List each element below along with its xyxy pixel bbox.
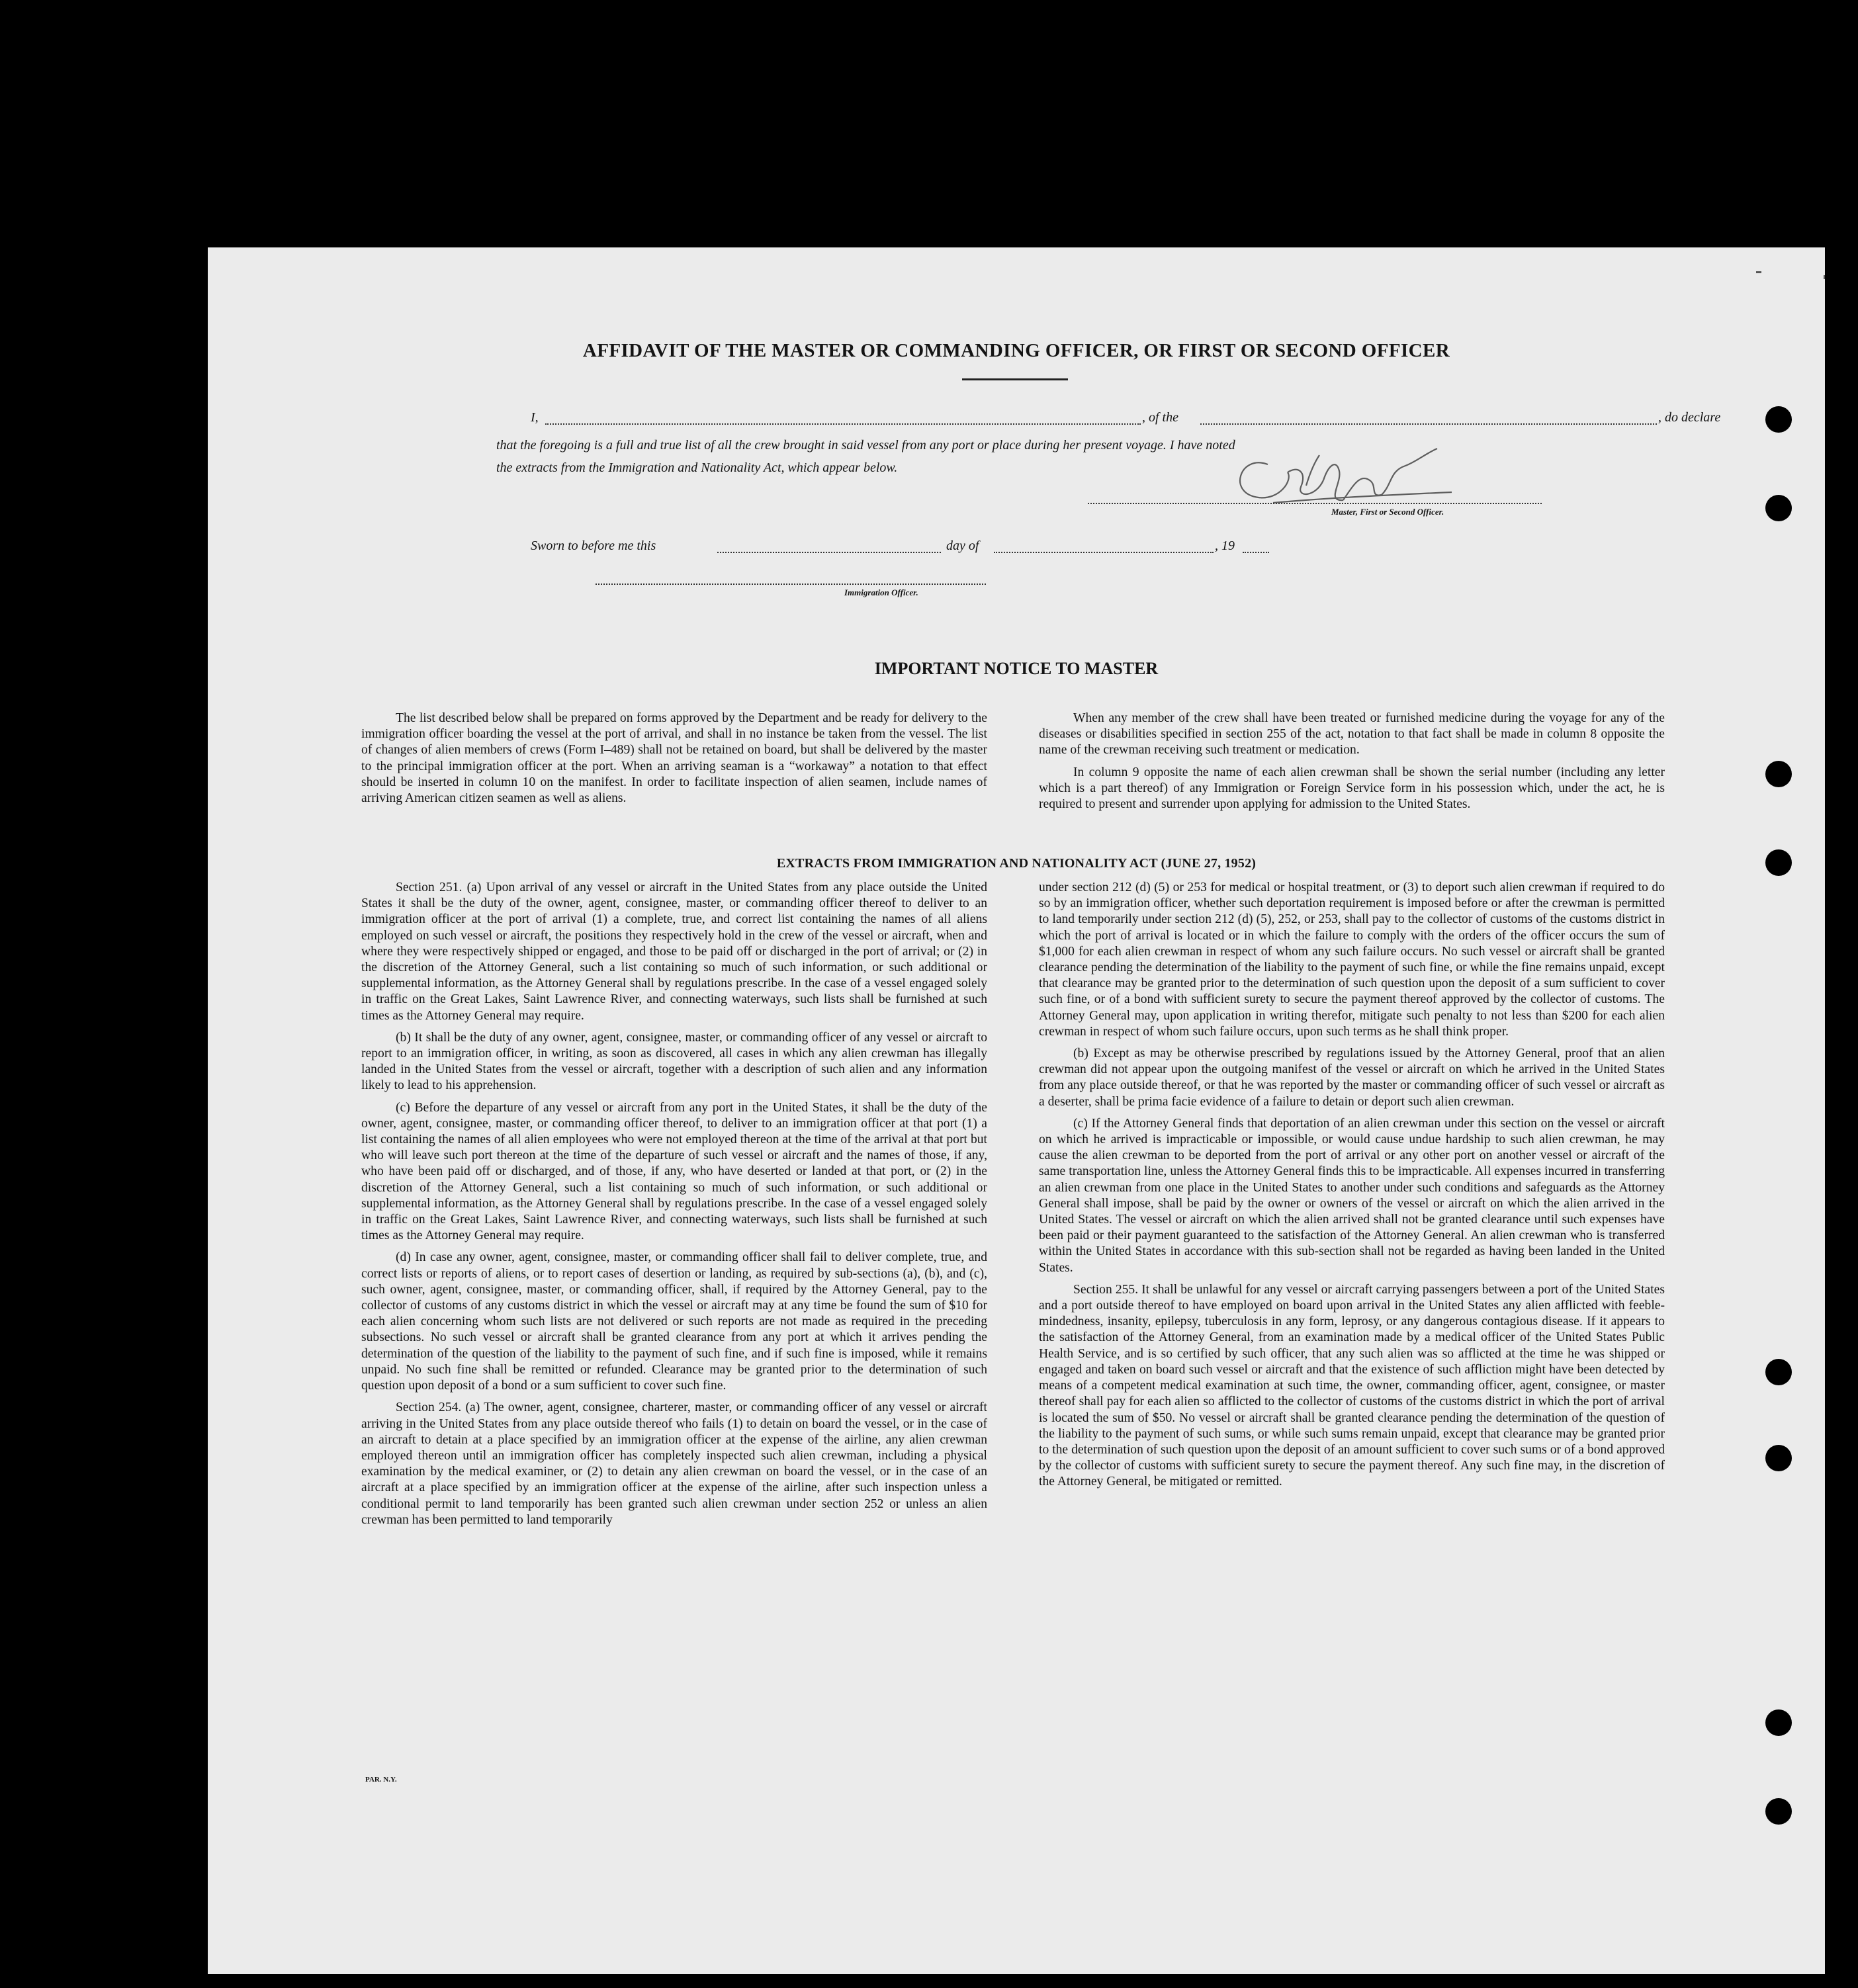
extracts-title: EXTRACTS FROM IMMIGRATION AND NATIONALITY ACT (JUNE 27, 1952) xyxy=(776,856,1257,871)
day-of-text: day of xyxy=(946,539,979,553)
binder-hole xyxy=(1765,1359,1792,1385)
binder-hole xyxy=(1765,495,1792,521)
year-prefix: , 19 xyxy=(1215,539,1235,553)
name-blank xyxy=(545,423,1141,425)
notice-right-column xyxy=(1039,711,1665,818)
notice-paragraph: In column 9 opposite the name of each alien crewman shall be shown the serial number (including any letter which is a part thereof) of any Immigration or Foreign Service form in his possession which, under the act, he is required to present and surrender upon applying for admission to the United States. xyxy=(1039,765,1665,812)
notice-left-column xyxy=(361,711,987,812)
act-paragraph: (b) Except as may be otherwise prescribed by regulations issued by the Attorney General, proof that an alien crewman did not appear upon the outgoing manifest of the vessel or aircraft on which he arrived in the United States from any place outside thereof, or that he was reported by the master or commanding officer of such vessel or aircraft as a deserter, shall be prima facie evidence of a failure to detain or deport such alien crewman. xyxy=(1039,1047,1665,1109)
extracts-right-column xyxy=(1039,880,1665,1496)
affidavit-i: I, xyxy=(531,410,539,425)
sworn-text: Sworn to before me this xyxy=(531,539,656,553)
affidavit-statement-line1: that the foregoing is a full and true list of all the crew brought in said vessel from any port or place during her present voyage. I have noted xyxy=(496,438,1235,453)
sworn-day-blank xyxy=(717,552,941,553)
binder-hole xyxy=(1765,406,1792,433)
officer-caption: Immigration Officer. xyxy=(844,587,918,597)
act-paragraph: Section 255. It shall be unlawful for any vessel or aircraft carrying passengers between a port of the United States and a port outside thereof to have employed on board upon arrival in the United States any alien afflicted with feeble-mindedness, insanity, epilepsy, tuberculosis in any form, leprosy, or any dangerous contagious disease. If it appears to the satisfaction of the Attorney General, from an examination made by a medical officer of the United States Public Health Service, and is so certified by such officer, that any such alien was so afflicted at the time he was shipped or engaged and taken on board such vessel or aircraft and that the existence of such affliction might have been detected by means of a competent medical examination at such time, the owner, commanding officer, agent, consignee, or master thereof shall pay for each alien so afflicted to the collector of customs of the customs district in which the port of arrival is located the sum of $50. No vessel or aircraft shall be granted clearance pending the determination of the question of the liability to the payment of such sums, or while such sums remain unpaid, except that clearance may be granted prior to the determination of such question upon the deposit of an amount sufficient to cover such sums or of a bond approved by the collector of customs with sufficient surety to secure the payment thereof. Any such fine may, in the discretion of the Attorney General, be mitigated or remitted. xyxy=(1039,1282,1665,1489)
master-caption: Master, First or Second Officer. xyxy=(1331,507,1444,517)
notice-paragraph: When any member of the crew shall have been treated or furnished medicine during the voyage for any of the diseases or disabilities specified in section 255 of the act, notation to that fact shall be made in column 8 opposite the name of the crewman receiving such treatment or medication. xyxy=(1039,711,1665,757)
form-page xyxy=(208,247,1825,1974)
binder-hole xyxy=(1765,761,1792,787)
officer-signature-line xyxy=(596,583,986,585)
binder-hole xyxy=(1765,1798,1792,1825)
act-paragraph: (b) It shall be the duty of any owner, agent, consignee, master, or commanding officer of any vessel or aircraft to report to an immigration officer, in writing, as soon as discovered, all cases in which any alien crewman has illegally landed in the United States from the vessel or aircraft, together with a description of such alien and any information likely to lead to his apprehension. xyxy=(361,1030,987,1093)
extracts-left-column xyxy=(361,880,987,1534)
title-rule xyxy=(962,378,1068,380)
sworn-month-blank xyxy=(994,552,1214,553)
notice-paragraph: The list described below shall be prepared on forms approved by the Department and be ready for delivery to the immigration officer boarding the vessel at the port of arrival, and shall in no instance be taken from the vessel. The list of changes of alien members of crews (Form I–489) shall not be retained on board, but shall be delivered by the master to the principal immigration officer at the port. When an arriving seaman is a “workaway” a notation to that effect should be inserted in column 10 on the manifest. In order to facilitate inspection of alien seamen, include names of arriving American citizen seamen as well as aliens. xyxy=(361,711,987,806)
notice-title: IMPORTANT NOTICE TO MASTER xyxy=(874,659,1159,678)
act-paragraph: (c) Before the departure of any vessel or aircraft from any port in the United States, it shall be the duty of the owner, agent, consignee, master, or commanding officer thereof, to deliver to an immigration officer at that port (1) a list containing the names of all alien employees who were not employed thereon at the time of the arrival at that port but who will leave such port thereon at the time of the departure of such vessel or aircraft and the names of those, if any, who have been paid off or discharged, and of those, if any, who have deserted or landed at that port, or (2) in the discretion of the Attorney General, such a list containing so much of such information, or such additional or supplemental information, as the Attorney General shall by regulations prescribe. In the case of a vessel engaged solely in traffic on the Great Lakes, Saint Lawrence River, and connecting waterways, such lists shall be furnished at such times as the Attorney General may require. xyxy=(361,1100,987,1243)
year-blank xyxy=(1243,552,1269,553)
act-paragraph: under section 212 (d) (5) or 253 for medical or hospital treatment, or (3) to deport such alien crewman if required to do so by an immigration officer, whether such deportation requirement is imposed before or after the crewman is permitted to land temporarily under section 212 (d) (5), 252, or 253, shall pay to the collector of customs of the customs district in which the port of arrival is located or in which the failure to comply with the orders of the officer occurs the sum of $1,000 for each alien crewman in respect of whom any such failure occurs. No such vessel or aircraft shall be granted clearance pending the determination of the liability to the payment of such fine, or while the fine remains unpaid, except that clearance may be granted prior to the determination of such question upon the deposit of a sum sufficient to cover such fine, or of a bond with sufficient surety to secure the payment thereof approved by the collector of customs. The Attorney General may, upon application in writing therefor, mitigate such penalty to not less than $200 for each alien crewman in respect of whom such failure occurs, upon such terms as he shall think proper. xyxy=(1039,881,1665,1039)
affidavit-of-the: , of the xyxy=(1142,410,1178,425)
printer-mark: PAR. N.Y. xyxy=(365,1776,397,1784)
binder-hole xyxy=(1765,1709,1792,1736)
edge-mark xyxy=(1756,271,1761,273)
act-paragraph: Section 251. (a) Upon arrival of any vessel or aircraft in the United States from any place outside the United States it shall be the duty of the owner, agent, consignee, master, or commanding officer thereof to deliver to an immigration officer at the port of arrival (1) a complete, true, and correct list containing the names of all aliens employed on such vessel or aircraft, the positions they respectively hold in the crew of the vessel or aircraft, when and where they were respectively shipped or engaged, and those to be paid off or discharged in the port of arrival; or (2) in the discretion of the Attorney General, such a list containing so much of such information, or such additional or supplemental information, as the Attorney General shall by regulations prescribe. In the case of a vessel engaged solely in traffic on the Great Lakes, Saint Lawrence River, and connecting waterways, such lists shall be furnished at such times as the Attorney General may require. xyxy=(361,881,987,1023)
act-paragraph: (d) In case any owner, agent, consignee, master, or commanding officer shall fail to deliver complete, true, and correct lists or reports of aliens, or to report cases of desertion or landing, as required by sub-sections (a), (b), and (c), such owner, agent, consignee, master, or commanding officer, shall, if required by the Attorney General, pay to the collector of customs of any customs district in which the vessel or aircraft may at any time be found the sum of $10 for each alien concerning whom such lists are not delivered or such reports are not made as required in the preceding subsections. No such vessel or aircraft shall be granted clearance from any port at which it arrives pending the determination of the question of the liability to the payment of such fine, and if such fine is imposed, while it remains unpaid. No such fine shall be remitted or refunded. Clearance may be granted prior to the determination of such question upon deposit of a bond or a sum sufficient to cover such fine. xyxy=(361,1250,987,1393)
affidavit-title: AFFIDAVIT OF THE MASTER OR COMMANDING OFFICER, OR FIRST OR SECOND OFFICER xyxy=(582,340,1450,361)
act-paragraph: Section 254. (a) The owner, agent, consignee, charterer, master, or commanding officer of any vessel or aircraft arriving in the United States from any place outside thereof who fails (1) to detain on board the vessel, or in the case of an aircraft to detain at a place specified by an immigration officer at the expense of the airline, any alien crewman employed thereon until an immigration officer has completely inspected such alien crewman, including a physical examination by the medical examiner, or (2) to detain any alien crewman on board the vessel, or in the case of an aircraft at a place specified by an immigration officer at the expense of the airline, after such inspection unless a conditional permit to land temporarily has been granted such alien crewman under section 252 or unless an alien crewman has been permitted to land temporarily xyxy=(361,1401,987,1527)
edge-mark xyxy=(1824,275,1825,279)
act-paragraph: (c) If the Attorney General finds that deportation of an alien crewman under this section on the vessel or aircraft on which he arrived is impracticable or impossible, or would cause undue hardship to such alien crewman, he may cause the alien crewman to be deported from the port of arrival or any other port on another vessel or aircraft of the same transportation line, unless the Attorney General finds this to be impracticable. All expenses incurred in transferring an alien crewman from one place in the United States to another under such conditions and safeguards as the Attorney General shall impose, shall be paid by the owner or owners of the vessel or aircraft on which the alien arrived in the United States. The vessel or aircraft on which the alien arrived shall not be granted clearance until such expenses have been paid or their payment guaranteed to the satisfaction of the Attorney General. An alien crewman who is transferred within the United States in accordance with this sub-section shall not be regarded as having been landed in the United States. xyxy=(1039,1116,1665,1275)
binder-hole xyxy=(1765,1445,1792,1471)
master-signature-line xyxy=(1088,503,1542,504)
affidavit-statement-line2: the extracts from the Immigration and Nationality Act, which appear below. xyxy=(496,460,898,475)
vessel-blank xyxy=(1200,423,1657,425)
affidavit-declare: , do declare xyxy=(1658,410,1721,425)
master-signature xyxy=(1227,446,1458,509)
